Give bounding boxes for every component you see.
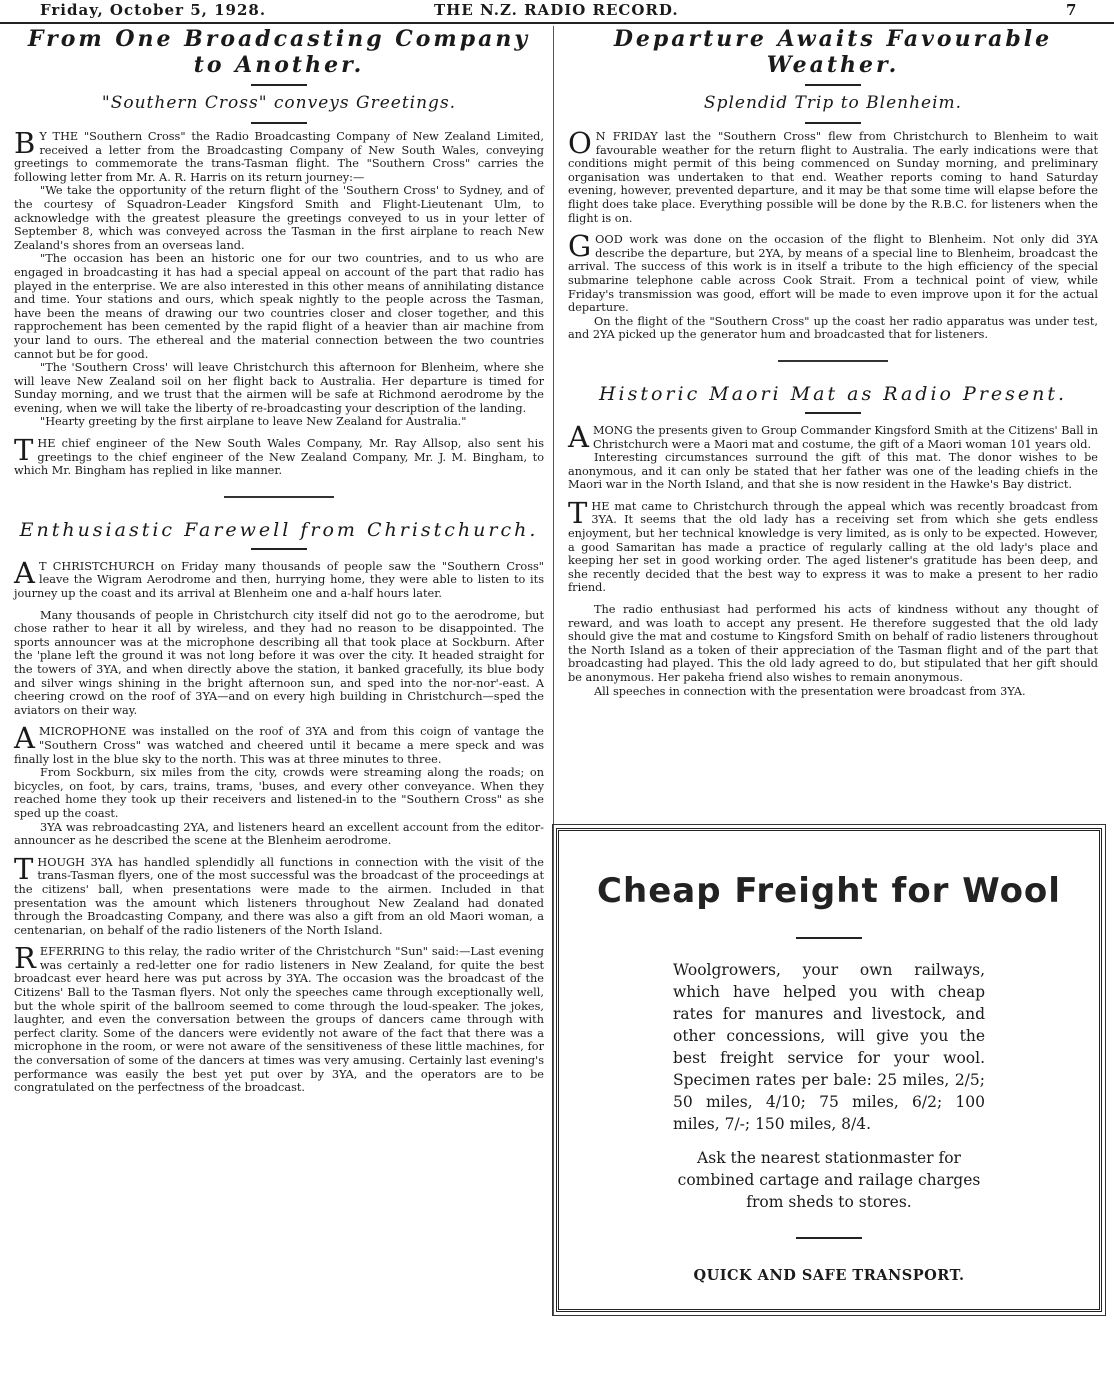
title-rule: [805, 84, 861, 86]
title-rule: [251, 548, 307, 550]
paragraph: HOUGH 3YA has handled splendidly all functions in connection with the visit of the trans-Tasman flyers, one of the most successful was the broadcast of the proceedings at the citizens' ball, when presentations were made to the airmen. Included in that presentation was the amount which listeners throughout New Zealand had donated through the Broadcasting Company, and there was also a gift from an old Maori woman, a centenarian, on behalf of the radio listeners of the North Island.: [14, 855, 544, 937]
paragraph: Y THE "Southern Cross" the Radio Broadcasting Company of New Zealand Limited, received a letter from the Broadcasting Company of New South Wales, conveying greetings to commemorate the trans-Tasman flight. The "Southern Cross" carries the following letter from Mr. A. R. Harris on its return journey:—: [14, 130, 544, 184]
paragraph: All speeches in connection with the presentation were broadcast from 3YA.: [594, 684, 1026, 698]
article3-subtitle: Splendid Trip to Blenheim.: [703, 93, 963, 113]
wool-freight-advertisement: [556, 828, 1102, 1312]
title-rule: [805, 412, 861, 414]
paragraph: T CHRISTCHURCH on Friday many thousands of people saw the "Southern Cross" leave the Wigram Aerodrome and then, hurrying home, they were able to listen to its journey up the coast and its arrival at Blenheim one and a-half hours later.: [14, 559, 544, 601]
right-column: [568, 26, 1098, 698]
paragraph: "The occasion has been an historic one for our two countries, and to us who are engaged in broadcasting it has had a special appeal on account of the part that radio has played in the enterprise. We are also interested in this other means of annihilating distance and time. Your stations and ours, which speak nightly to the people across the Tasman, have been the means of drawing our two countries closer and closer together, and this rapprochement has been cemented by the rapid flight of a heavier than air machine from your land to ours. The ethereal and the material connection between the two countries cannot but be for good.: [14, 252, 544, 361]
article-departure-weather: [568, 26, 1098, 342]
advert-title: Cheap Freight for Wool: [597, 871, 1061, 911]
paragraph: The radio enthusiast had performed his acts of kindness without any thought of reward, and was loath to accept any present. He therefore suggested that the old lady should give the mat and costume to Kingsford Smith on behalf of radio listeners throughout the North Island as a token of their appreciation of the Tasman flight and of the part that broadcasting had played. This the old lady agreed to do, but stipulated that her gift should be anonymous. Her pakeha friend also wishes to remain anonymous.: [568, 603, 1098, 684]
advert-rule: [796, 1237, 862, 1239]
paragraph: MONG the presents given to Group Commander Kingsford Smith at the Citizens' Ball in Christchurch were a Maori mat and costume, the gift of a Maori woman 101 years old.: [592, 423, 1098, 451]
paragraph: EFERRING to this relay, the radio writer of the Christchurch "Sun" said:—Last evening was certainly a red-letter one for radio listeners in New Zealand, for quite the best broadcast ever heard here was put across by 3YA. The occasion was the broadcast of the Citizens' Ball to the Tasman flyers. Not only the speeches came through exceptionally well, but the whole spirit of the ballroom seemed to come through the loud-speaker. The jokes, laughter, and even the conversation between the groups of dancers came through with perfect clarity. Some of the dancers were evidently not aware of the fact that there was a microphone in the room, or were not aware of the sensitiveness of these little machines, for the conversation of some of the dancers at times was very amusing. Certainly last evening's performance was easily the best yet put over by 3YA, and the operators are to be congratulated on the perfectness of the broadcast.: [14, 945, 544, 1095]
paragraph: "We take the opportunity of the return flight of the 'Southern Cross' to Sydney, and of the courtesy of Squadron-Leader Kingsford Smith and Flight-Lieutenant Ulm, to acknowledge with the greatest pleasure the greetings conveyed to us in your letter of September 8, which was conveyed across the Tasman in the first airplane to reach New Zealand's shores from an overseas land.: [14, 184, 544, 252]
subtitle-rule: [805, 122, 861, 124]
drop-cap: T: [14, 851, 34, 886]
paragraph: OOD work was done on the occasion of the flight to Blenheim. Not only did 3YA describe the departure, but 2YA, by means of a special line to Blenheim, broadcast the arrival. The success of this work is in itself a tribute to the high efficiency of the special submarine telephone cable across Cook Strait. From a technical point of view, while Friday's transmission was good, effort will be made to even improve upon it for the actual departure.: [568, 233, 1098, 315]
paragraph: On the flight of the "Southern Cross" up the coast her radio apparatus was under test, and 2YA picked up the generator hum and broadcasted that for listeners.: [568, 314, 1098, 342]
issue-date: Friday, October 5, 1928.: [40, 1, 267, 19]
article4-title: Historic Maori Mat as Radio Present.: [598, 382, 1068, 405]
article1-title: From One Broadcasting Company to Another.: [27, 26, 531, 78]
left-column: [14, 26, 544, 1095]
article3-title: Departure Awaits Favourable Weather.: [613, 26, 1053, 78]
title-rule: [251, 84, 307, 86]
drop-cap: T: [14, 433, 34, 468]
page-number: 7: [1066, 1, 1078, 19]
paragraph: 3YA was rebroadcasting 2YA, and listeners heard an excellent account from the editor-announcer as he described the scene at the Blenheim aerodrome.: [14, 820, 544, 848]
advert-body: [673, 959, 985, 1213]
subtitle-rule: [251, 122, 307, 124]
paragraph: N FRIDAY last the "Southern Cross" flew from Christchurch to Blenheim to wait favourable weather for the return flight to Australia. The early indications were that conditions might permit of this being commenced on Sunday morning, and preliminary organisation was undertaken to that end. Weather reports coming to hand Saturday evening, however, prevented departure, and it may be that some time will elapse before the flight does take place. Everything possible will be done by the R.B.C. for listeners when the flight is on.: [568, 130, 1098, 225]
drop-cap: A: [14, 555, 35, 590]
section-separator: [778, 360, 888, 362]
drop-cap: A: [568, 419, 589, 454]
drop-cap: B: [14, 126, 36, 160]
paragraph: "Hearty greeting by the first airplane to leave New Zealand for Australia.": [40, 415, 467, 429]
paragraph: HE chief engineer of the New South Wales Company, Mr. Ray Allsop, also sent his greetings to the chief engineer of the New Zealand Company, Mr. J. M. Bingham, to which Mr. Bingham has replied in like manner.: [14, 437, 544, 478]
page-header: [0, 0, 1114, 24]
publication-title: THE N.Z. RADIO RECORD.: [434, 1, 679, 19]
column-divider: [553, 26, 554, 1316]
advert-footer: QUICK AND SAFE TRANSPORT.: [693, 1267, 965, 1284]
paragraph: Many thousands of people in Christchurch city itself did not go to the aerodrome, but chose rather to hear it all by wireless, and they had no reason to be disappointed. The sports announcer was at the microphone describing all that took place at Sockburn. After the 'plane left the ground it was not long before it was over the city. It headed straight for the towers of 3YA, and when directly above the station, it banked gracefully, its blue body and silver wings shining in the bright afternoon sun, and sped into the nor-nor'-east. A cheering crowd on the roof of 3YA—and on every high building in Christchurch—sped the aviators on their way.: [14, 608, 544, 717]
drop-cap: G: [568, 229, 592, 264]
article-broadcasting-greetings: [14, 26, 544, 478]
advert-paragraph: Ask the nearest stationmaster for combined cartage and railage charges from sheds to stores.: [677, 1149, 981, 1211]
paragraph: HE mat came to Christchurch through the appeal which was recently broadcast from 3YA. It seems that the old lady has a receiving set from which she gets endless enjoyment, but her technical knowledge is very limited, as is only to be expected. However, a good Samaritan has made a practice of regularly calling at the old lady's place and keeping her set in good working order. The aged listener's gratitude has been deep, and she recently decided that the best way to express it was to make a present to her radio friend.: [568, 499, 1098, 595]
paragraph: Interesting circumstances surround the gift of this mat. The donor wishes to be anonymous, and it can only be stated that her father was one of the leading chiefs in the Maori war in the North Island, and that she is now resident in the Hawke's Bay district.: [568, 451, 1098, 492]
paragraph: "The 'Southern Cross' will leave Christchurch this afternoon for Blenheim, where she will leave New Zealand soil on her flight back to Australia. Her departure is timed for Sunday morning, and we trust that the airmen will be safe at Richmond aerodrome by the evening, when we will take the liberty of re-broadcasting your description of the landing.: [14, 361, 544, 415]
advert-paragraph: Woolgrowers, your own railways, which have helped you with cheap rates for manures and livestock, and other concessions, will give you the best freight service for your wool. Specimen rates per bale: 25 miles, 2/5; 50 miles, 4/10; 75 miles, 6/2; 100 miles, 7/-; 150 miles, 8/4.: [673, 961, 985, 1133]
drop-cap: O: [568, 126, 592, 160]
drop-cap: A: [14, 721, 35, 756]
paragraph: From Sockburn, six miles from the city, crowds were streaming along the roads; on bicycles, on foot, by cars, trains, trams, 'buses, and every other conveyance. When they reached home they took up their receivers and listened-in to the "Southern Cross" as she sped up the coast.: [14, 766, 544, 820]
drop-cap: T: [568, 495, 588, 530]
article-maori-mat: [568, 382, 1098, 698]
article2-title: Enthusiastic Farewell from Christchurch.: [19, 518, 539, 541]
article1-subtitle: "Southern Cross" conveys Greetings.: [101, 93, 457, 113]
article-enthusiastic-farewell: [14, 518, 544, 1095]
section-separator: [224, 496, 334, 498]
advert-rule: [796, 937, 862, 939]
paragraph: MICROPHONE was installed on the roof of 3YA and from this coign of vantage the "Southern Cross" was watched and cheered until it became a mere speck and was finally lost in the blue sky to the north. This was at three minutes to three.: [14, 725, 544, 766]
drop-cap: R: [14, 941, 36, 976]
